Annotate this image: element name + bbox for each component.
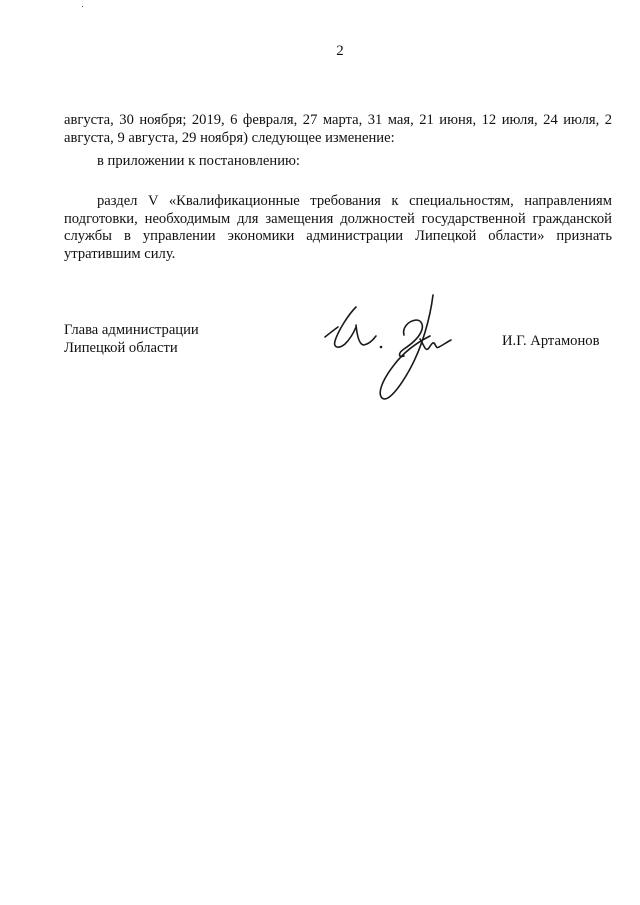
page-number: 2: [336, 43, 344, 59]
handwritten-signature: [312, 285, 462, 410]
signatory-position: [64, 321, 199, 357]
scan-speck: [82, 6, 83, 7]
paragraph-amendment-dates: августа, 30 ноября; 2019, 6 февраля, 27 марта, 31 мая, 21 июня, 12 июля, 24 июля, 2 августа, 9 августа, 29 ноября) следующее изменение:: [64, 112, 612, 146]
signatory-position-line1: Глава администрации: [64, 322, 199, 338]
signatory-name: И.Г. Артамонов: [502, 333, 600, 349]
paragraph-section-v: раздел V «Квалификационные требования к специальностям, направлениям подготовки, необходимым для замещения должностей государственной гражданской службы в управлении экономики администрации Липецкой области» признать утратившим силу.: [64, 193, 612, 262]
signatory-position-line2: Липецкой области: [64, 340, 178, 356]
paragraph-appendix: в приложении к постановлению:: [97, 153, 300, 169]
